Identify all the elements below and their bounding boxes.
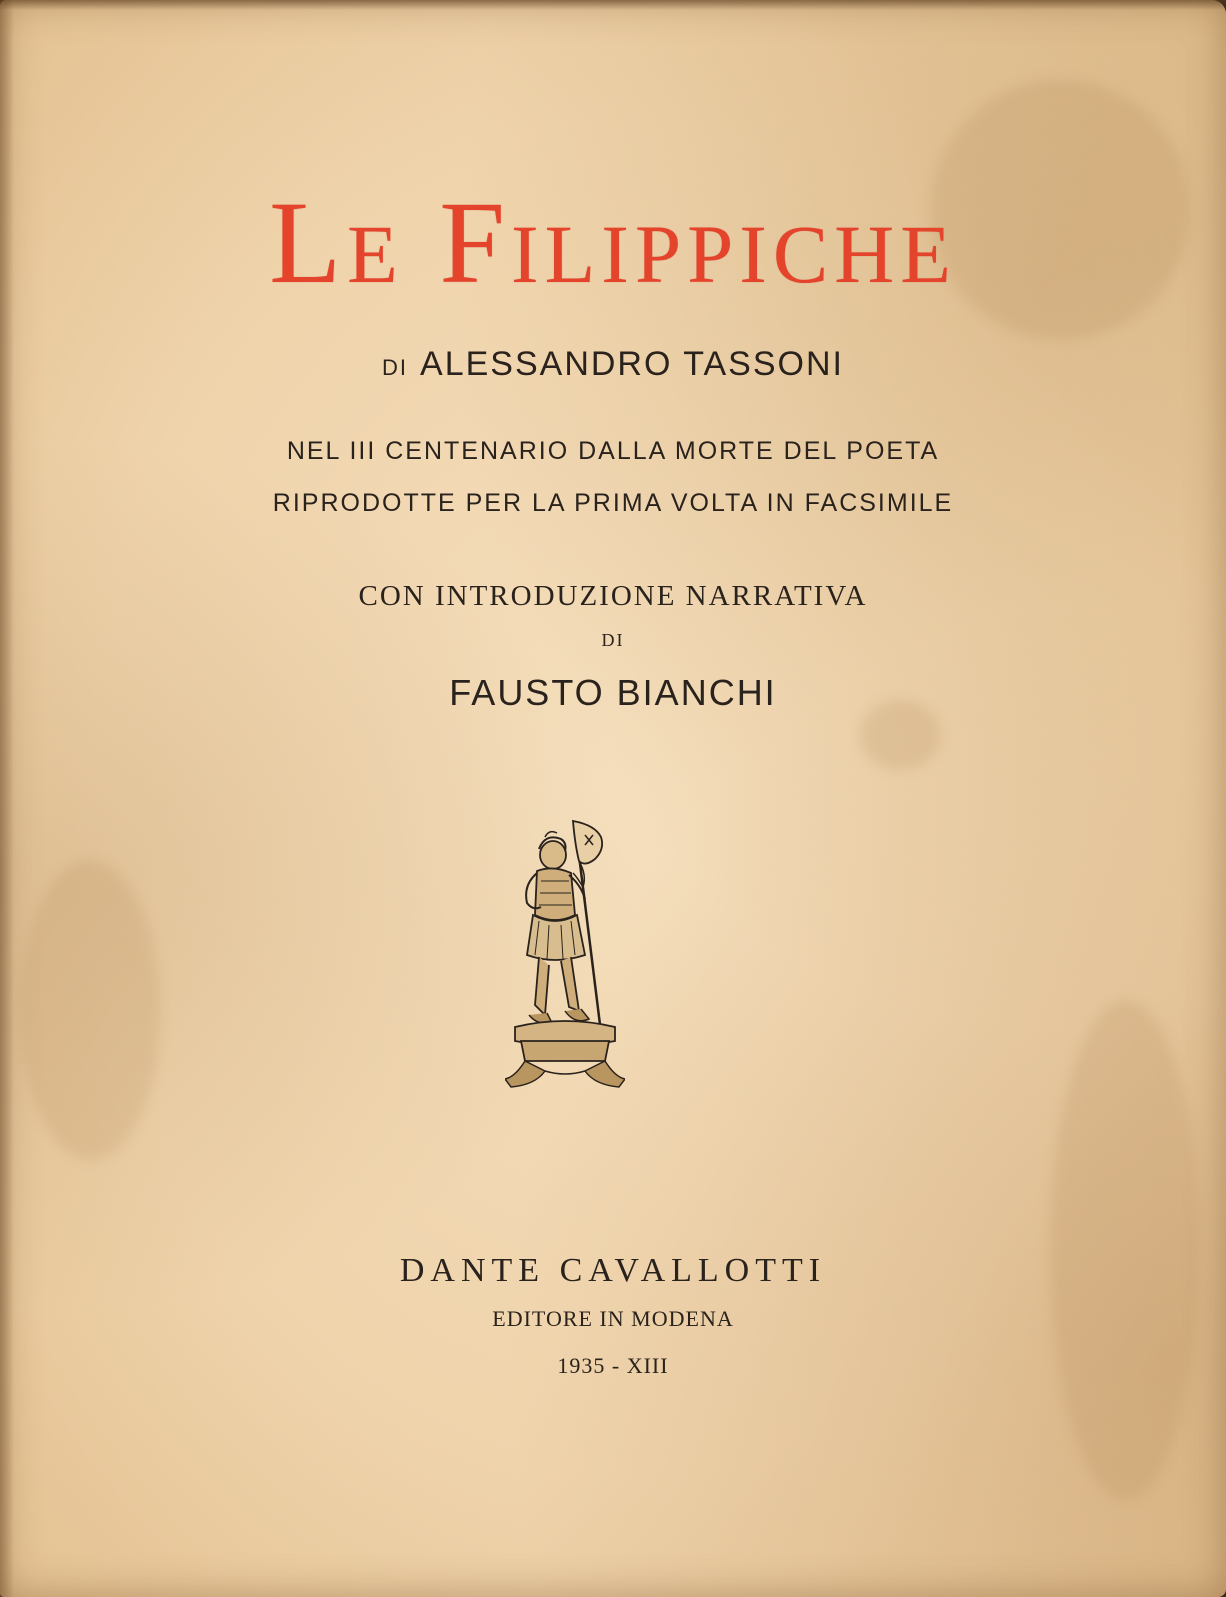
paper-stain xyxy=(20,860,160,1160)
publisher-city: EDITORE IN MODENA xyxy=(492,1306,734,1331)
author-line xyxy=(0,345,1226,384)
subtitle-line-2: RIPRODOTTE PER LA PRIMA VOLTA IN FACSIMILE xyxy=(272,489,954,517)
author-name: ALESSANDRO TASSONI xyxy=(420,345,844,383)
cover-top-edge xyxy=(0,0,1226,10)
introduction-line: CON INTRODUZIONE NARRATIVA xyxy=(358,580,868,612)
introduction-author: FAUSTO BIANCHI xyxy=(449,672,777,713)
introduction-prefix: DI xyxy=(601,630,625,650)
author-prefix: DI xyxy=(382,355,409,380)
paper-stain xyxy=(1050,1000,1200,1500)
armored-figure-with-banner-icon xyxy=(505,815,625,1095)
publication-year: 1935 - XIII xyxy=(557,1353,669,1378)
publisher-name: DANTE CAVALLOTTI xyxy=(399,1252,827,1289)
book-title: Le Filippiche xyxy=(269,177,957,308)
subtitle-line-1: NEL III CENTENARIO DALLA MORTE DEL POETA xyxy=(286,437,940,465)
